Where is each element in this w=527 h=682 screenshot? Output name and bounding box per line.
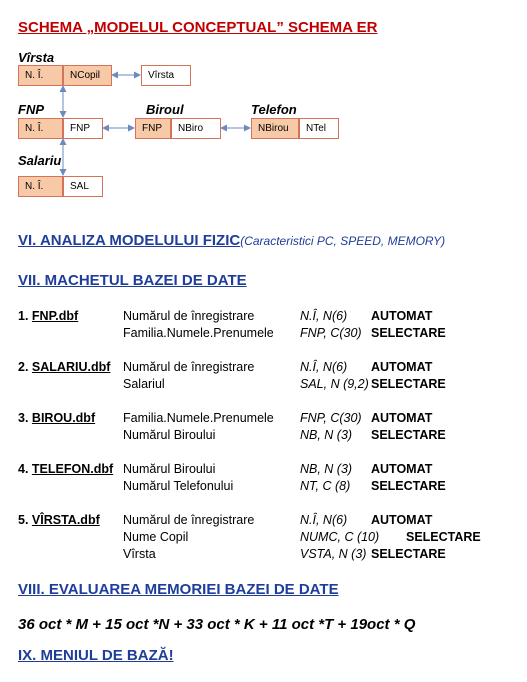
fnp-key-box <box>18 118 63 139</box>
table-5-label <box>18 513 100 527</box>
salariu-field: SAL <box>70 181 89 192</box>
table-name: TELEFON.dbf <box>31 462 114 476</box>
salariu-key: N. Î. <box>25 181 44 192</box>
section-6 <box>18 232 445 250</box>
field-type: VSTA, N (3) <box>300 547 367 561</box>
section-6-note: (Caracteristici PC, SPEED, MEMORY) <box>240 234 446 248</box>
field-desc: Familia.Numele.Prenumele <box>123 411 274 425</box>
fnp-field: FNP <box>70 123 90 134</box>
table-2-label <box>18 360 110 374</box>
field-mode: SELECTARE <box>406 530 481 544</box>
field-desc: Familia.Numele.Prenumele <box>123 326 274 340</box>
table-3-label <box>18 411 95 425</box>
fnp-field-box <box>63 118 103 139</box>
table-name: VÎRSTA.dbf <box>31 513 100 527</box>
table-number: 1. <box>18 309 29 323</box>
field-type: NB, N (3) <box>300 428 353 442</box>
section-7-title: VII. MACHETUL BAZEI DE DATE <box>18 272 247 289</box>
field-desc: Numărul de înregistrare <box>123 360 255 374</box>
section-9-title: IX. MENIUL DE BAZĂ! <box>18 647 174 664</box>
field-type: FNP, C(30) <box>300 411 362 425</box>
entity-name-virsta: Vîrsta <box>18 50 55 65</box>
virsta-key: N. Î. <box>25 70 44 81</box>
field-type: NB, N (3) <box>300 462 353 476</box>
section-8-title: VIII. EVALUAREA MEMORIEI BAZEI DE DATE <box>18 581 339 598</box>
field-desc: Numărul Biroului <box>123 428 216 442</box>
field-mode: AUTOMAT <box>371 411 433 425</box>
virsta-field: NCopil <box>70 70 101 81</box>
salariu-key-box <box>18 176 63 197</box>
table-name: FNP.dbf <box>31 309 79 323</box>
virsta-key-box <box>18 65 63 86</box>
field-mode: AUTOMAT <box>371 462 433 476</box>
telefon-field: NTel <box>306 123 327 134</box>
table-name: BIROU.dbf <box>31 411 96 425</box>
memory-formula: 36 oct * M + 15 oct *N + 33 oct * K + 11 oct *T + 19oct * Q <box>18 616 416 633</box>
field-type: N.Î, N(6) <box>300 513 348 527</box>
field-type: FNP, C(30) <box>300 326 362 340</box>
telefon-key-box <box>251 118 299 139</box>
table-1-label <box>18 309 78 323</box>
fnp-key: N. Î. <box>25 123 44 134</box>
table-name: SALARIU.dbf <box>31 360 111 374</box>
entity-name-fnp: FNP <box>18 102 44 117</box>
field-mode: AUTOMAT <box>371 309 433 323</box>
field-desc: Vîrsta <box>123 547 156 561</box>
entity-name-telefon: Telefon <box>251 102 297 117</box>
telefon-key: NBirou <box>258 123 289 134</box>
field-mode: SELECTARE <box>371 547 446 561</box>
table-number: 2. <box>18 360 29 374</box>
biroul-key: FNP <box>142 123 162 134</box>
section-6-title: VI. ANALIZA MODELULUI FIZIC <box>18 232 241 249</box>
field-type: N.Î, N(6) <box>300 309 348 323</box>
field-type: NUMC, C (10) <box>300 530 380 544</box>
field-desc: Nume Copil <box>123 530 189 544</box>
field-desc: Numărul Biroului <box>123 462 216 476</box>
field-mode: SELECTARE <box>371 428 446 442</box>
table-number: 5. <box>18 513 29 527</box>
telefon-field-box <box>299 118 339 139</box>
table-number: 3. <box>18 411 29 425</box>
entity-name-biroul: Biroul <box>146 102 184 117</box>
field-desc: Numărul de înregistrare <box>123 513 255 527</box>
virsta-field-box <box>63 65 112 86</box>
field-type: SAL, N (9,2) <box>300 377 369 391</box>
field-mode: AUTOMAT <box>371 513 433 527</box>
field-desc: Numărul Telefonului <box>123 479 234 493</box>
virsta-target-box <box>141 65 191 86</box>
virsta-target: Vîrsta <box>148 70 175 81</box>
entity-name-salariu: Salariu <box>18 153 62 168</box>
field-mode: SELECTARE <box>371 326 446 340</box>
biroul-field-box <box>171 118 221 139</box>
biroul-field: NBiro <box>178 123 204 134</box>
salariu-field-box <box>63 176 103 197</box>
biroul-key-box <box>135 118 171 139</box>
field-type: NT, C (8) <box>300 479 351 493</box>
field-mode: AUTOMAT <box>371 360 433 374</box>
table-4-label <box>18 462 113 476</box>
field-mode: SELECTARE <box>371 377 446 391</box>
schema-title: SCHEMA „MODELUL CONCEPTUAL” SCHEMA ER <box>18 19 378 36</box>
field-type: N.Î, N(6) <box>300 360 348 374</box>
field-mode: SELECTARE <box>371 479 446 493</box>
field-desc: Numărul de înregistrare <box>123 309 255 323</box>
field-desc: Salariul <box>123 377 165 391</box>
table-number: 4. <box>18 462 29 476</box>
